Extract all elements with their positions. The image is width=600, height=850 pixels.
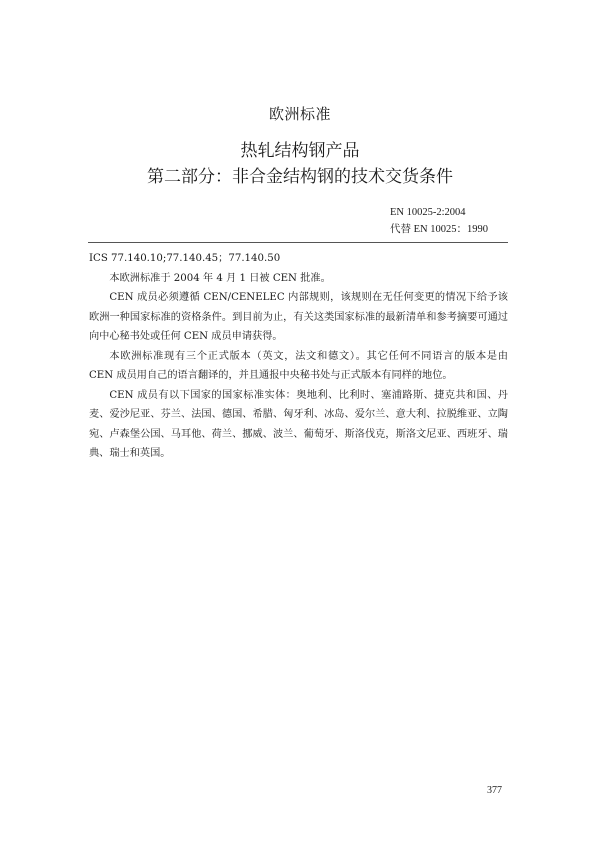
page-number: 377 (487, 785, 502, 796)
document-title: 热轧结构钢产品 (240, 141, 360, 161)
document-subtitle: 第二部分：非合金结构钢的技术交货条件 (147, 167, 453, 187)
paragraph-rules: CEN 成员必须遵循 CEN/CENELEC 内部规则，该规则在无任何变更的情况下给予该欧洲一种国家标准的资格条件。到目前为止，有关这类国家标准的最新清单和参考摘要可通过向中心秘书处或任何 CEN 成员申请获得。 (89, 292, 508, 342)
standard-replaces: 代替 EN 10025：1990 (390, 224, 488, 235)
document-kicker: 欧洲标准 (268, 105, 331, 123)
standard-info (390, 204, 488, 238)
paragraph-approval: 本欧洲标准于 2004 年 4 月 1 日被 CEN 批准。 (109, 272, 331, 284)
standard-number: EN 10025-2:2004 (390, 207, 466, 218)
ics-code: ICS 77.140.10;77.140.45；77.140.50 (89, 253, 281, 264)
document-body (89, 249, 508, 464)
paragraph-members: CEN 成员有以下国家的国家标准实体：奥地利、比利时、塞浦路斯、捷克共和国、丹麦、爱沙尼亚、芬兰、法国、德国、希腊、匈牙利、冰岛、爱尔兰、意大利、拉脱维亚、立陶宛、卢森堡公国、马耳他、荷兰、挪威、波兰、葡萄牙、斯洛伐克，斯洛文尼亚、西班牙、瑞典、瑞士和英国。 (89, 389, 508, 459)
divider-rule (88, 242, 508, 243)
paragraph-versions: 本欧洲标准现有三个正式版本（英文，法文和德文）。其它任何不同语言的版本是由 CEN 成员用自己的语言翻译的，并且通报中央秘书处与正式版本有同样的地位。 (89, 350, 508, 381)
